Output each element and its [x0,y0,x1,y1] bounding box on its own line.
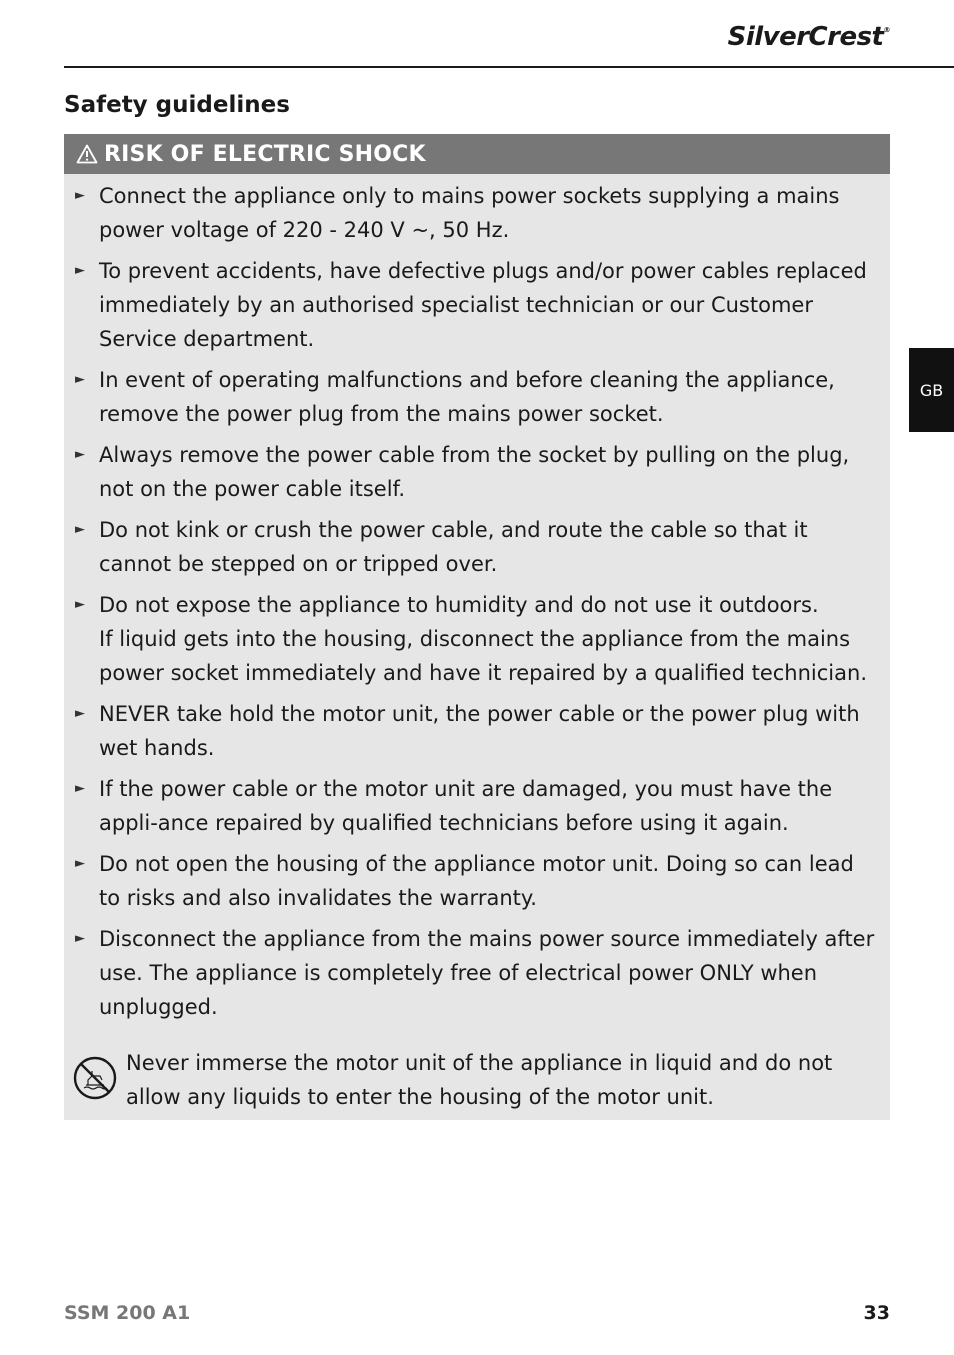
bullet-arrow-icon: ► [75,447,85,462]
footer-model: SSM 200 A1 [64,1302,191,1324]
warning-title: RISK OF ELECTRIC SHOCK [104,141,426,167]
list-item-text-continued: If liquid gets into the housing, disconnect the appliance from the mains power socket immediately and have it repaired by a qualified technician. [99,627,867,685]
list-item [75,254,878,356]
no-immersion-icon [72,1055,118,1101]
section-title: Safety guidelines [64,92,290,118]
list-item-text: Disconnect the appliance from the mains power source immediately after use. The appliance is completely free of electrical power ONLY when unplugged. [99,927,875,1019]
immersion-note [72,1046,882,1114]
list-item-text: Connect the appliance only to mains power sockets supplying a mains power voltage of 220 - 240 V ~, 50 Hz. [99,184,840,242]
list-item [75,847,878,915]
bullet-arrow-icon: ► [75,263,85,278]
bullet-arrow-icon: ► [75,781,85,796]
list-item [75,363,878,431]
note-text: Never immerse the motor unit of the appliance in liquid and do not allow any liquids to enter the housing of the motor unit. [126,1051,833,1109]
page-number: 33 [863,1302,890,1324]
list-item [75,922,878,1024]
list-item-text: NEVER take hold the motor unit, the power cable or the power plug with wet hands. [99,702,860,760]
warning-list [64,174,890,1024]
bullet-arrow-icon: ► [75,372,85,387]
list-item-text: To prevent accidents, have defective plugs and/or power cables replaced immediately by an authorised specialist technician or our Customer Service department. [99,259,867,351]
list-item-text: If the power cable or the motor unit are damaged, you must have the appli-ance repaired by qualified technicians before using it again. [99,777,833,835]
language-tab-label: GB [919,380,944,400]
bullet-arrow-icon: ► [75,522,85,537]
bullet-arrow-icon: ► [75,706,85,721]
list-item [75,772,878,840]
list-item [75,513,878,581]
registered-mark: ® [883,26,890,34]
bullet-arrow-icon: ► [75,856,85,871]
header-rule [64,66,954,68]
list-item-text: Do not expose the appliance to humidity and do not use it outdoors. [99,593,819,617]
bullet-arrow-icon: ► [75,931,85,946]
brand-name: SilverCrest [727,22,884,52]
warning-box [64,134,890,1120]
warning-triangle-icon [76,144,98,164]
list-item-text: In event of operating malfunctions and before cleaning the appliance, remove the power plug from the mains power socket. [99,368,835,426]
bullet-arrow-icon: ► [75,188,85,203]
language-tab [909,348,954,432]
brand-logo [728,22,890,52]
list-item [75,179,878,247]
bullet-arrow-icon: ► [75,597,85,612]
list-item-text: Do not open the housing of the appliance motor unit. Doing so can lead to risks and also invalidates the warranty. [99,852,854,910]
list-item [75,438,878,506]
list-item [75,697,878,765]
list-item [75,588,878,690]
list-item-text: Always remove the power cable from the socket by pulling on the plug, not on the power cable itself. [99,443,850,501]
warning-header [64,134,890,174]
list-item-text: Do not kink or crush the power cable, and route the cable so that it cannot be stepped on or tripped over. [99,518,808,576]
